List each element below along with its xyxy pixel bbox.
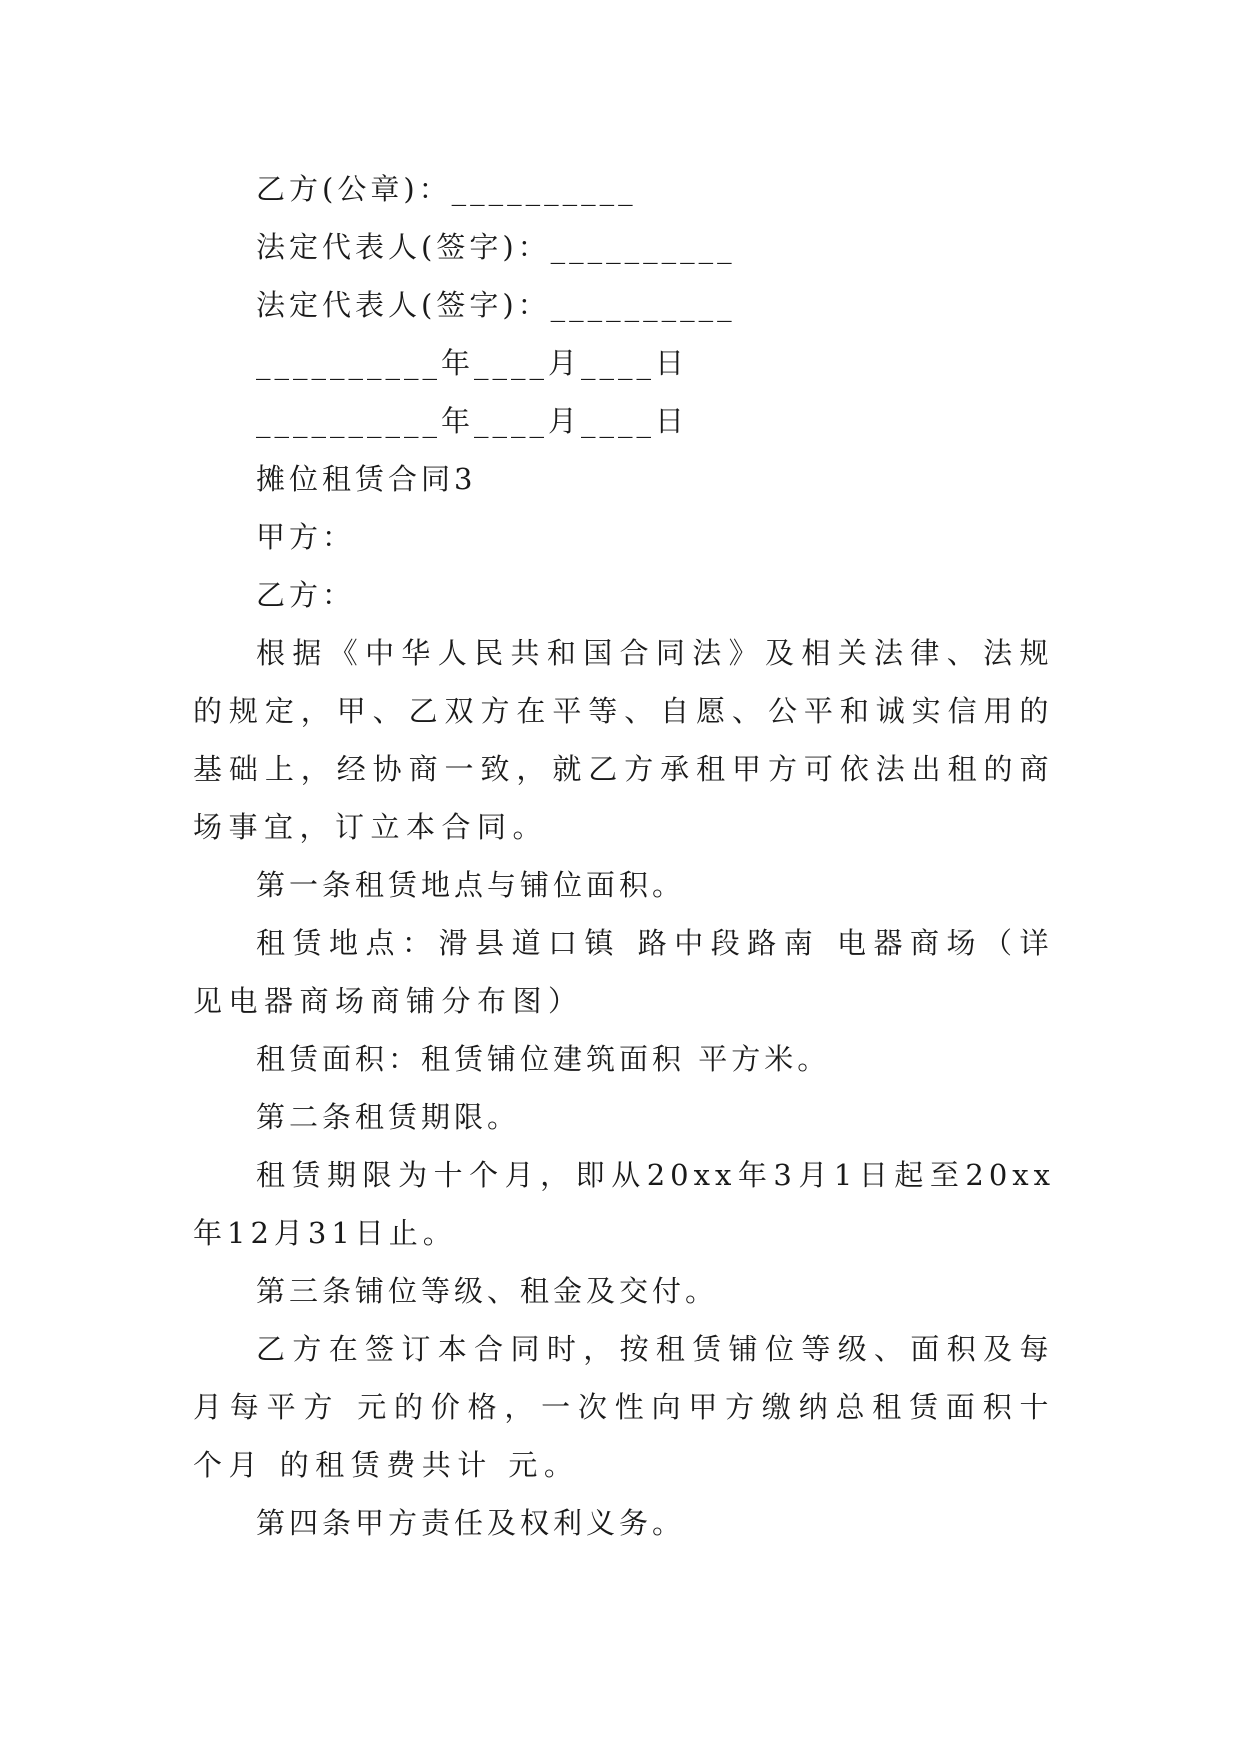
legal-rep-signature-line: 法定代表人(签字)：__________ bbox=[256, 288, 736, 322]
contract-title: 摊位租赁合同3 bbox=[256, 462, 477, 496]
date-line: __________年____月____日 bbox=[256, 346, 689, 380]
legal-rep-signature-line: 法定代表人(签字)：__________ bbox=[256, 230, 736, 264]
article-3-body: 乙方在签订本合同时，按租赁铺位等级、面积及每月每平方 元的价格，一次性向甲方缴纳总租赁面积十个月 的租赁费共计 元。 bbox=[193, 1332, 1055, 1482]
article-2-heading: 第二条租赁期限。 bbox=[256, 1100, 521, 1134]
article-1-location: 租赁地点：滑县道口镇 路中段路南 电器商场（详见电器商场商铺分布图） bbox=[193, 926, 1055, 1018]
preamble-paragraph: 根据《中华人民共和国合同法》及相关法律、法规的规定，甲、乙双方在平等、自愿、公平和诚实信用的基础上，经协商一致，就乙方承租甲方可依法出租的商场事宜，订立本合同。 bbox=[193, 636, 1055, 844]
party-a-label: 甲方： bbox=[256, 520, 356, 554]
party-b-label: 乙方： bbox=[256, 578, 356, 612]
article-1-area: 租赁面积：租赁铺位建筑面积 平方米。 bbox=[256, 1042, 831, 1076]
article-2-body: 租赁期限为十个月，即从20xx年3月1日起至20xx年12月31日止。 bbox=[193, 1158, 1055, 1250]
date-line: __________年____月____日 bbox=[256, 404, 689, 438]
article-1-heading: 第一条租赁地点与铺位面积。 bbox=[256, 868, 686, 902]
document-body bbox=[193, 160, 1055, 1552]
article-3-heading: 第三条铺位等级、租金及交付。 bbox=[256, 1274, 719, 1308]
party-b-seal-line: 乙方(公章)：__________ bbox=[256, 172, 637, 206]
article-4-heading: 第四条甲方责任及权利义务。 bbox=[256, 1506, 686, 1540]
